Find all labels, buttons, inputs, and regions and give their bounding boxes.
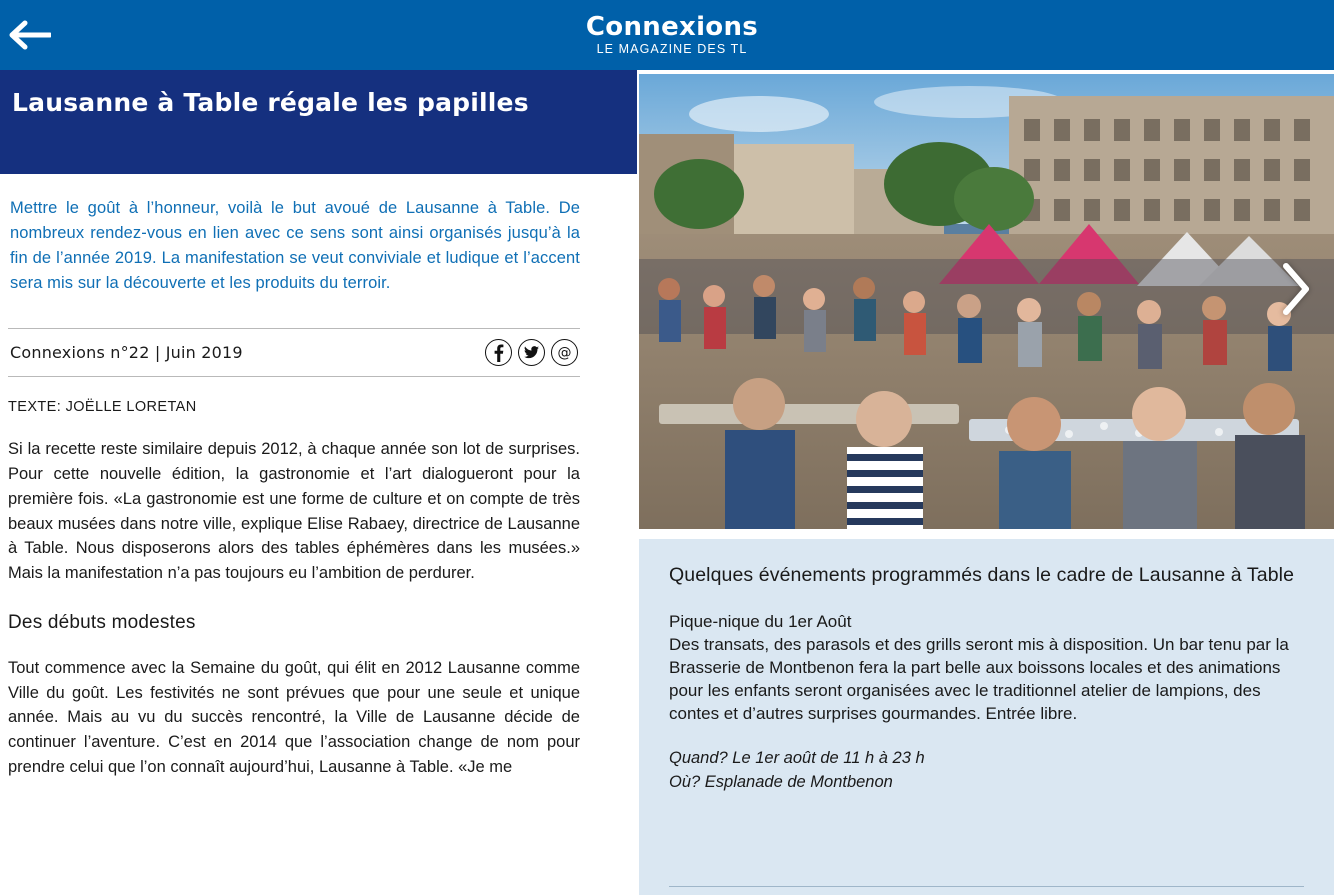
- event-description: Des transats, des parasols et des grills seront mis à disposition. Un bar tenu par la Brasserie de Montbenon fera la part belle aux boissons locales et des animations pour les enfants seront organisées avec le traditionnel atelier de lampions, des contes et d’autres surprises gourmandes. Entrée libre.: [669, 635, 1289, 723]
- brand-title: Connexions: [585, 12, 759, 43]
- facebook-icon[interactable]: [485, 339, 512, 366]
- sidebox-divider: [669, 886, 1304, 887]
- brand-subtitle: LE MAGAZINE DES TL: [596, 42, 748, 57]
- event-title: Pique-nique du 1er Août: [669, 612, 852, 632]
- headline-band: [0, 70, 637, 174]
- article-paragraph: Tout commence avec la Semaine du goût, qui élit en 2012 Lausanne comme Ville du goût. Les festivités ne sont prévues que pour une seule et unique année. Mais au vu du succès rencontré, la Ville de Lausanne décide de continuer l’aventure. C’est en 2014 que l’association change de nom pour prendre celui que l’on connaît aujourd’hui, Lausanne à Table. «Je me: [8, 658, 580, 776]
- article-paragraph: Si la recette reste similaire depuis 2012, à chaque année son lot de surprises. Pour cette nouvelle édition, la gastronomie et l’art dialogueront pour la première fois. «La gastronomie est une forme de culture et on compte de très beaux musées dans notre ville, explique Elise Rabaey, directrice de Lausanne à Table. Nous disposerons alors des tables éphémères dans les musées.» Mais la manifestation n’a pas toujours eu l’ambition de perdurer.: [8, 440, 580, 583]
- top-bar: [0, 0, 1334, 70]
- article-meta-row: [8, 328, 580, 377]
- article-lead: Mettre le goût à l’honneur, voilà le but avoué de Lausanne à Table. De nombreux rendez-vous en lien avec ce sens sont ainsi organisés jusqu’à la fin de l’année 2019. La manifestation se veut conviviale et ludique et l’accent sera mis sur la découverte et les produits du terroir.: [10, 199, 580, 293]
- photo-illustration: [639, 74, 1334, 529]
- article-subheading: Des débuts modestes: [8, 611, 196, 633]
- event-where: Où? Esplanade de Montbenon: [669, 772, 893, 791]
- article-byline: TEXTE: JOËLLE LORETAN: [8, 399, 197, 416]
- magazine-brand: [586, 14, 758, 56]
- sidebox-title: Quelques événements programmés dans le cadre de Lausanne à Table: [669, 564, 1295, 586]
- article-media-column: [639, 74, 1334, 895]
- share-buttons: [485, 339, 578, 366]
- page-title: Lausanne à Table régale les papilles: [12, 88, 529, 117]
- back-button[interactable]: [6, 12, 52, 58]
- issue-label: Connexions n°22 | Juin 2019: [10, 343, 243, 363]
- arrow-left-icon: [7, 18, 51, 52]
- event-when: Quand? Le 1er août de 11 h à 23 h: [669, 749, 925, 768]
- events-sidebox: [639, 539, 1334, 895]
- chevron-right-icon: [1282, 263, 1310, 315]
- event-details: [669, 747, 1304, 793]
- next-image-button[interactable]: [1276, 259, 1316, 319]
- article-photo[interactable]: [639, 74, 1334, 529]
- article-text-column: [0, 70, 637, 895]
- email-icon[interactable]: @: [551, 339, 578, 366]
- twitter-icon[interactable]: [518, 339, 545, 366]
